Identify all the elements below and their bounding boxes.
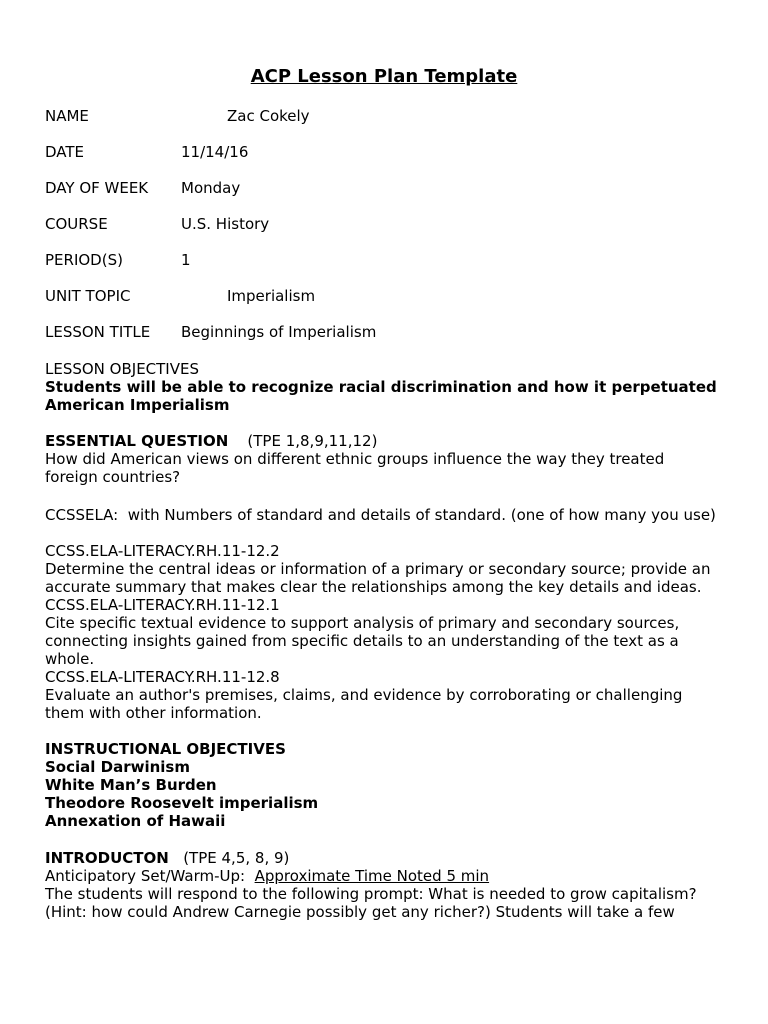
lesson-objectives-heading: LESSON OBJECTIVES [45,360,199,378]
instructional-objectives-heading: INSTRUCTIONAL OBJECTIVES [45,740,286,758]
essential-question-line: How did American views on different ethnic groups influence the way they treated [45,450,665,468]
instructional-objective-item: Social Darwinism [45,758,190,776]
lesson-objectives-line: American Imperialism [45,396,230,414]
introduction-section [45,849,735,921]
essential-question-heading: ESSENTIAL QUESTION [45,432,229,450]
essential-question-tpe: (TPE 1,8,9,11,12) [247,432,378,450]
anticipatory-set-label: Anticipatory Set/Warm-Up: [45,867,255,885]
lesson-objectives-line: Students will be able to recognize racial discrimination and how it perpetuated [45,378,717,396]
lesson-title-value: Beginnings of Imperialism [181,323,377,341]
instructional-objective-item: Annexation of Hawaii [45,812,226,830]
standard-code: CCSS.ELA-LITERACY.RH.11-12.1 [45,596,280,614]
introduction-text-line: The students will respond to the following prompt: What is needed to grow capitalism? [45,885,697,903]
standard-text-line: accurate summary that makes clear the relationships among the key details and ideas. [45,578,702,596]
standard-code: CCSS.ELA-LITERACY.RH.11-12.2 [45,542,280,560]
ccssela-intro [45,506,735,524]
ccssela-intro-text: CCSSELA: with Numbers of standard and details of standard. (one of how many you use) [45,506,716,524]
standard-text-line: connecting insights gained from specific details to an understanding of the text as a [45,632,679,650]
time-note: Approximate Time Noted 5 min [254,867,490,885]
unit-label: UNIT TOPIC [45,287,131,305]
instructional-objective-item: Theodore Roosevelt imperialism [45,794,319,812]
standard-text-line: Determine the central ideas or information of a primary or secondary source; provide an [45,560,711,578]
standard-text-line: them with other information. [45,704,262,722]
lesson-title-label: LESSON TITLE [45,323,151,341]
unit-value: Imperialism [227,287,316,305]
standard-text-line: Cite specific textual evidence to support analysis of primary and secondary sources, [45,614,680,632]
name-label: NAME [45,107,89,125]
introduction-heading: INTRODUCTON [45,849,169,867]
essential-question-line: foreign countries? [45,468,181,486]
date-label: DATE [45,143,85,161]
standard-text-line: Evaluate an author's premises, claims, and evidence by corroborating or challenging [45,686,683,704]
name-value: Zac Cokely [227,107,310,125]
date-value: 11/14/16 [181,143,249,161]
document-title: ACP Lesson Plan Template [250,66,518,87]
day-label: DAY OF WEEK [45,179,149,197]
essential-question-section [45,432,735,486]
introduction-text-line: (Hint: how could Andrew Carnegie possibly get any richer?) Students will take a few [45,903,675,921]
period-value: 1 [181,251,191,269]
period-label: PERIOD(S) [45,251,123,269]
instructional-objectives-section [45,740,735,830]
instructional-objective-item: White Man’s Burden [45,776,217,794]
lesson-objectives-section [45,360,735,414]
standard-text-line: whole. [45,650,95,668]
ccssela-standards [45,542,735,722]
day-value: Monday [181,179,241,197]
standard-code: CCSS.ELA-LITERACY.RH.11-12.8 [45,668,280,686]
introduction-tpe: (TPE 4,5, 8, 9) [183,849,290,867]
course-value: U.S. History [181,215,270,233]
course-label: COURSE [45,215,108,233]
